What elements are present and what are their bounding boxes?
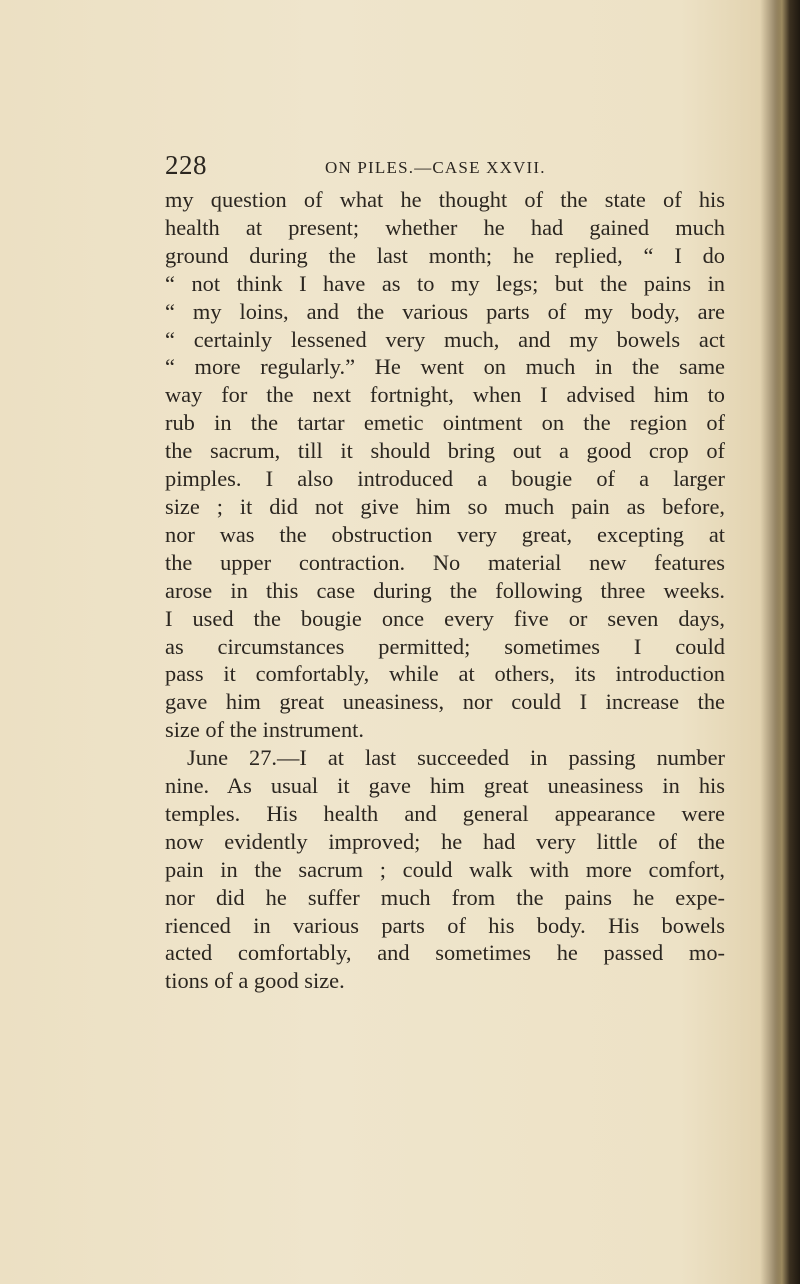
text-line: way for the next fortnight, when I advised him to (165, 382, 725, 408)
text-line: rienced in various parts of his body. His bowels (165, 912, 725, 938)
text-line: gave him great uneasiness, nor could I increase the (165, 689, 725, 715)
body-text (165, 186, 725, 995)
text-line: “ more regularly.” He went on much in the same (165, 354, 725, 380)
text-line: “ not think I have as to my legs; but the pains in (165, 270, 725, 296)
text-line: nine. As usual it gave him great uneasiness in his (165, 773, 725, 799)
text-line: tions of a good size. (165, 968, 345, 994)
text-line: pain in the sacrum ; could walk with more comfort, (165, 856, 725, 882)
text-line: health at present; whether he had gained much (165, 214, 725, 240)
page-number: 228 (165, 150, 207, 180)
book-spine-shadow (774, 0, 800, 1284)
text-line: size of the instrument. (165, 717, 364, 743)
text-line: temples. His health and general appearance were (165, 800, 725, 826)
text-line: as circumstances permitted; sometimes I could (165, 633, 725, 659)
text-line: the upper contraction. No material new features (165, 549, 725, 575)
text-line: pimples. I also introduced a bougie of a larger (165, 466, 725, 492)
text-line: now evidently improved; he had very little of the (165, 828, 725, 854)
text-line: nor did he suffer much from the pains he expe- (165, 884, 725, 910)
text-line: size ; it did not give him so much pain as before, (165, 493, 725, 519)
text-line: arose in this case during the following three weeks. (165, 577, 725, 603)
running-head: ON PILES.—CASE XXVII. (325, 158, 546, 177)
text-line: my question of what he thought of the state of his (165, 187, 725, 212)
text-line: the sacrum, till it should bring out a good crop of (165, 438, 725, 464)
text-line: acted comfortably, and sometimes he passed mo- (165, 940, 725, 966)
text-line: ground during the last month; he replied, “ I do (165, 242, 725, 268)
text-line: “ certainly lessened very much, and my bowels act (165, 326, 725, 352)
paragraph-start-line: June 27.—I at last succeeded in passing number (187, 745, 725, 771)
text-line: rub in the tartar emetic ointment on the region of (165, 410, 725, 436)
text-line: nor was the obstruction very great, excepting at (165, 521, 725, 547)
text-line: I used the bougie once every five or seven days, (165, 605, 725, 631)
page-header (165, 150, 725, 190)
text-line: “ my loins, and the various parts of my body, are (165, 298, 725, 324)
text-line: pass it comfortably, while at others, its introduction (165, 661, 725, 687)
